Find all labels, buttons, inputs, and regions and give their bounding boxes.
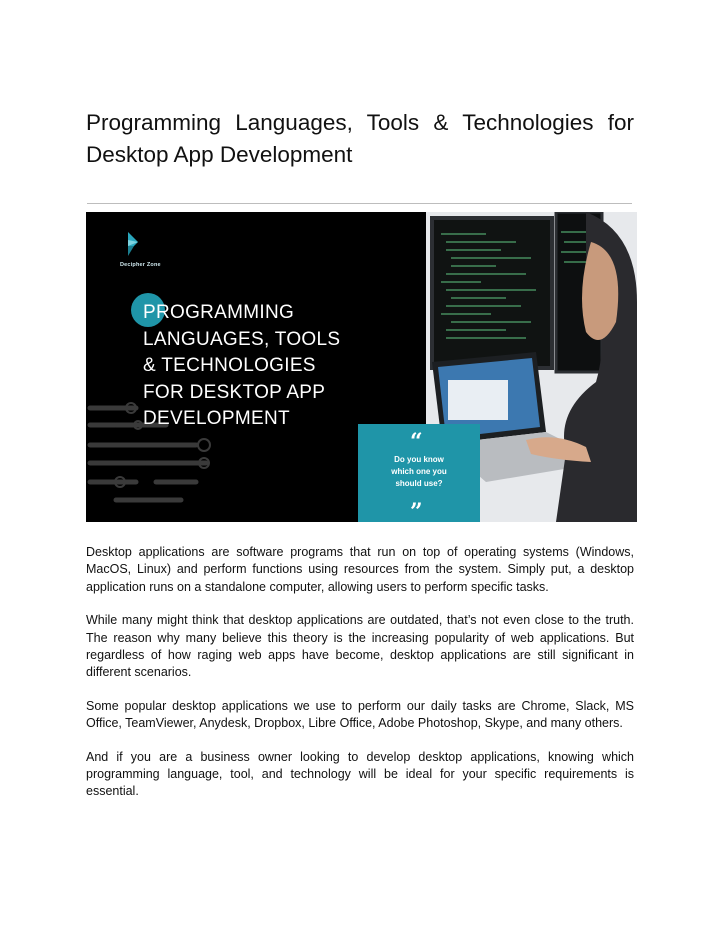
headline-line: LANGUAGES, TOOLS [143,328,341,350]
article-banner-image [86,212,637,522]
banner-headline [143,300,383,433]
headline-line: DEVELOPMENT [143,408,290,429]
paragraph: Some popular desktop applications we use to perform our daily tasks are Chrome, Slack, MS Office, TeamViewer, Anydesk, Dropbox, Libre Office, Adobe Photoshop, Skype, and many others. [86,698,634,731]
article-body [86,544,634,817]
headline-line: PROGRAMMING [143,302,295,323]
quote-callout [358,424,480,522]
decipher-zone-logo-icon [128,232,138,256]
paragraph: While many might think that desktop applications are outdated, that’s not even close to the truth. The reason why many believe this theory is the increasing popularity of web applications. But regardless of how raging web apps have become, desktop applications are still significant in different scenarios. [86,613,634,680]
paragraph: Desktop applications are software programs that run on top of operating systems (Windows, MacOS, Linux) and perform functions using resources from the system. Simply put, a desktop application runs on a standalone computer, allowing users to perform specific tasks. [86,545,634,594]
paragraph: And if you are a business owner looking to develop desktop applications, knowing which programming language, tool, and technology will be ideal for your specific requirements is essential. [86,749,634,799]
document-title: Programming Languages, Tools & Technologies for Desktop App Development [86,110,634,167]
headline-line: & TECHNOLOGIES [143,355,316,376]
brand-name: Decipher Zone [120,262,161,268]
title-divider [87,203,632,204]
close-quote-icon: ” [410,499,423,522]
open-quote-icon: “ [410,429,423,455]
quote-text: Do you know which one you should use? [391,455,447,488]
headline-line: FOR DESKTOP APP [143,381,326,403]
